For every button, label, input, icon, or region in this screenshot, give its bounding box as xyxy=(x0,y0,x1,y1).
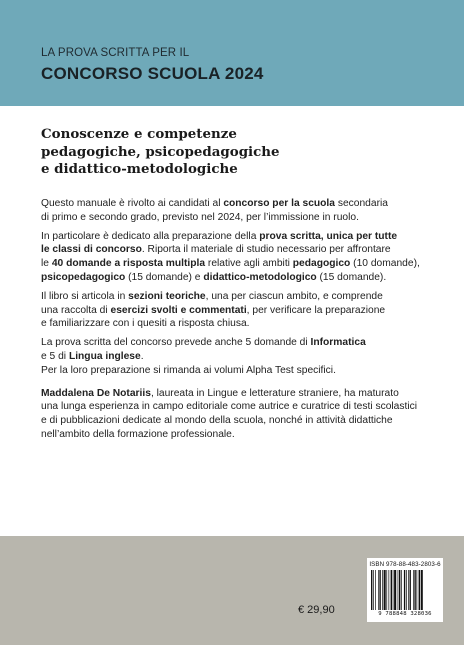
text-line xyxy=(41,197,431,211)
barcode-bar xyxy=(391,570,392,610)
price-label: € 29,90 xyxy=(298,604,335,616)
barcode-bar xyxy=(399,570,400,610)
barcode-icon xyxy=(371,570,439,610)
barcode-bar xyxy=(378,570,379,610)
text-line xyxy=(41,414,431,428)
book-subtitle xyxy=(41,126,421,179)
bold-run: pedagogico xyxy=(292,258,351,270)
text-line xyxy=(41,336,431,350)
bold-run: le classi di concorso xyxy=(41,244,142,256)
text-line xyxy=(41,257,431,271)
text-run: di primo e secondo grado, previsto nel 2024, per l’immissione in ruolo. xyxy=(41,211,359,223)
subtitle-line: Conoscenze e competenze xyxy=(41,126,237,142)
text-line xyxy=(41,243,431,257)
text-run: relative agli ambiti xyxy=(205,258,293,270)
text-run: Il libro si articola in xyxy=(41,290,129,302)
text-line xyxy=(41,230,431,244)
text-run: La prova scritta del concorso prevede anche 5 domande di xyxy=(41,337,311,349)
text-run: Questo manuale è rivolto ai candidati al xyxy=(41,198,224,209)
barcode-digits: 9 788848 328036 xyxy=(378,611,432,617)
text-run: . Riporta il materiale di studio necessario per affrontare xyxy=(141,244,391,256)
text-run: , una per ciascun ambito, e comprende xyxy=(205,290,383,302)
barcode-bar xyxy=(421,570,423,610)
barcode-bar xyxy=(413,570,414,610)
text-line xyxy=(41,271,431,285)
text-run: le xyxy=(41,258,52,270)
barcode-bar xyxy=(394,570,396,610)
text-line xyxy=(41,387,431,401)
barcode-bar xyxy=(417,570,418,610)
bold-run: sezioni teoriche xyxy=(128,290,206,302)
description-text xyxy=(41,197,431,447)
barcode-bar xyxy=(375,570,376,610)
barcode-bar xyxy=(386,570,387,610)
text-run: , per verificare la preparazione xyxy=(246,304,386,316)
bold-run: prova scritta, unica per tutte xyxy=(259,230,398,242)
paragraph xyxy=(41,197,431,225)
subtitle-line: pedagogiche, psicopedagogiche xyxy=(41,143,280,160)
bold-run: 40 domande a risposta multipla xyxy=(51,258,206,270)
text-line xyxy=(41,400,431,414)
bold-run: Maddalena De Notariis xyxy=(41,387,151,399)
paragraph xyxy=(41,387,431,442)
barcode-area xyxy=(367,558,443,622)
barcode-bar xyxy=(410,570,411,610)
bold-run: Lingua inglese xyxy=(68,350,141,362)
text-line xyxy=(41,428,431,442)
text-line xyxy=(41,290,431,304)
barcode-bar xyxy=(419,570,420,610)
text-line xyxy=(41,317,431,331)
barcode-bar xyxy=(414,570,415,610)
text-run: Per la loro preparazione si rimanda ai volumi Alpha Test specifici. xyxy=(41,364,336,376)
text-run: nell’ambito della formazione professionale. xyxy=(41,428,235,440)
bold-run: esercizi svolti e commentati xyxy=(110,304,247,316)
text-line xyxy=(41,304,431,318)
barcode-bar xyxy=(398,570,399,610)
bold-run: concorso per la scuola xyxy=(223,198,335,209)
barcode-bar xyxy=(406,570,407,610)
bold-run: psicopedagogico xyxy=(41,271,126,283)
text-run: una lunga esperienza in campo editoriale come autrice e curatrice di testi scolastici xyxy=(41,401,418,413)
barcode-bar xyxy=(384,570,386,610)
text-run: (15 domande) e xyxy=(125,271,204,283)
header-band xyxy=(0,0,464,106)
text-run: (10 domande), xyxy=(350,258,420,270)
isbn-label: ISBN 978-88-483-2803-6 xyxy=(369,561,441,568)
text-line xyxy=(41,350,431,364)
text-run: , laureata in Lingue e letterature straniere, ha maturato xyxy=(150,387,399,399)
contest-title: CONCORSO SCUOLA 2024 xyxy=(41,64,264,83)
barcode-bar xyxy=(393,570,394,610)
text-run: In particolare è dedicato alla preparazione della xyxy=(41,230,260,242)
paragraph xyxy=(41,290,431,331)
subtitle-line: e didattico-metodologiche xyxy=(41,161,238,177)
bold-run: Informatica xyxy=(310,337,366,349)
paragraph xyxy=(41,336,431,377)
text-run: secondaria xyxy=(334,198,388,209)
series-label: LA PROVA SCRITTA PER IL xyxy=(41,47,190,59)
barcode-bar xyxy=(404,570,405,610)
bold-run: didattico-metodologico xyxy=(203,271,317,283)
text-run: e familiarizzare con i quesiti a risposta chiusa. xyxy=(41,318,250,330)
text-run: (15 domande). xyxy=(316,271,387,283)
barcode-bar xyxy=(379,570,380,610)
barcode-bar xyxy=(373,570,374,610)
text-run: una raccolta di xyxy=(41,304,111,316)
text-run: e di pubblicazioni dedicate al mondo della scuola, nonché in attività didattiche xyxy=(41,415,393,427)
barcode-bar xyxy=(401,570,402,610)
paragraph xyxy=(41,230,431,285)
text-line xyxy=(41,211,431,225)
barcode-bar xyxy=(389,570,390,610)
barcode-bar xyxy=(371,570,372,610)
barcode-bar xyxy=(382,570,383,610)
barcode-bar xyxy=(408,570,409,610)
text-line xyxy=(41,364,431,378)
text-run: e 5 di xyxy=(41,350,69,362)
text-run: . xyxy=(140,350,144,362)
